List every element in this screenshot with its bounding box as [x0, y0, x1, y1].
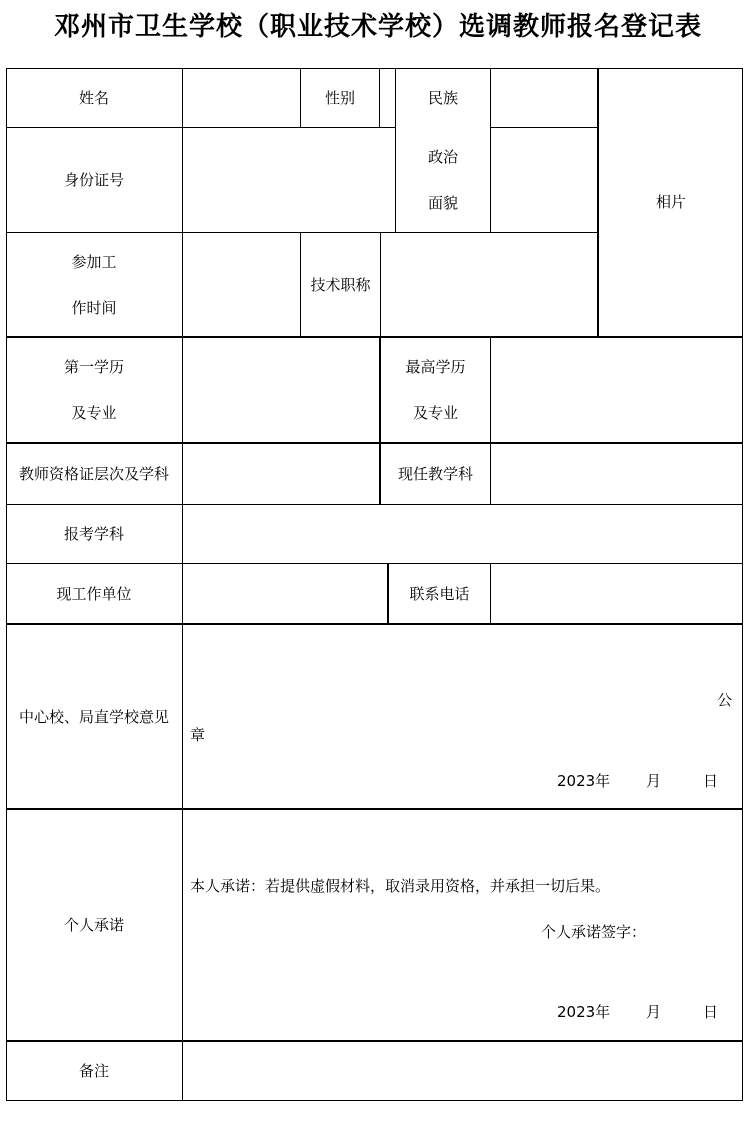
- photo-field[interactable]: [599, 69, 742, 335]
- label-first-edu-line1: 第一学历: [63, 358, 124, 376]
- label-highest-education: [381, 338, 490, 442]
- phone-field[interactable]: [491, 565, 742, 622]
- rule: [490, 127, 598, 128]
- label-highest-edu-line2: 及专业: [412, 404, 458, 422]
- label-ethnicity: 民族: [427, 88, 458, 107]
- label-gender: 性别: [324, 88, 355, 107]
- pledge-text: 本人承诺：若提供虚假材料，取消录用资格，并承担一切后果。: [190, 877, 611, 895]
- label-political-status: [396, 128, 490, 232]
- label-highest-edu-line1: 最高学历: [405, 358, 466, 376]
- gender-field[interactable]: [380, 69, 395, 126]
- political-status-field[interactable]: [491, 129, 597, 231]
- opinion-year: 2023年: [557, 772, 611, 790]
- highest-education-field[interactable]: [491, 339, 742, 441]
- label-apply-subject: 报考学科: [63, 525, 124, 543]
- current-subject-field[interactable]: [491, 445, 742, 503]
- pledge-day: 日: [703, 1003, 719, 1021]
- label-first-edu-line2: 及专业: [71, 404, 117, 422]
- name-field[interactable]: [183, 69, 299, 126]
- pledge-month: 月: [646, 1003, 662, 1021]
- label-work-start-line1: 参加工: [71, 252, 117, 271]
- label-political-line2: 面貌: [427, 194, 458, 212]
- label-teacher-cert: 教师资格证层次及学科: [18, 465, 169, 483]
- label-name: 姓名: [78, 88, 109, 107]
- label-phone: 联系电话: [409, 584, 470, 603]
- pledge-signature-label: 个人承诺签字：: [541, 923, 647, 941]
- first-education-field[interactable]: [183, 339, 379, 441]
- label-photo: 相片: [655, 193, 686, 211]
- label-political-line1: 政治: [427, 148, 458, 166]
- id-number-field[interactable]: [183, 129, 395, 231]
- apply-subject-field[interactable]: [183, 506, 742, 562]
- current-unit-field[interactable]: [183, 565, 387, 622]
- tech-title-field[interactable]: [381, 234, 597, 335]
- work-start-field[interactable]: [183, 234, 299, 335]
- opinion-month: 月: [646, 772, 662, 790]
- label-school-opinion: 中心校、局直学校意见: [18, 707, 169, 726]
- ethnicity-field[interactable]: [491, 69, 597, 126]
- seal-char-2: 章: [190, 726, 206, 744]
- pledge-signature-field[interactable]: [650, 915, 740, 945]
- opinion-day: 日: [703, 772, 719, 790]
- label-tech-title: 技术职称: [310, 275, 371, 294]
- label-work-start: [6, 233, 182, 336]
- seal-char-1: 公: [717, 691, 733, 709]
- label-first-education: [6, 338, 182, 442]
- label-id-number: 身份证号: [63, 171, 124, 189]
- teacher-cert-field[interactable]: [183, 445, 379, 503]
- label-work-start-line2: 作时间: [71, 298, 117, 317]
- label-remarks: 备注: [78, 1062, 109, 1080]
- remarks-field[interactable]: [183, 1043, 742, 1099]
- label-pledge: 个人承诺: [63, 916, 124, 934]
- label-current-subject: 现任教学科: [397, 465, 473, 483]
- label-current-unit: 现工作单位: [56, 584, 132, 603]
- pledge-year: 2023年: [557, 1003, 611, 1021]
- form-title: 邓州市卫生学校（职业技术学校）选调教师报名登记表: [53, 12, 702, 42]
